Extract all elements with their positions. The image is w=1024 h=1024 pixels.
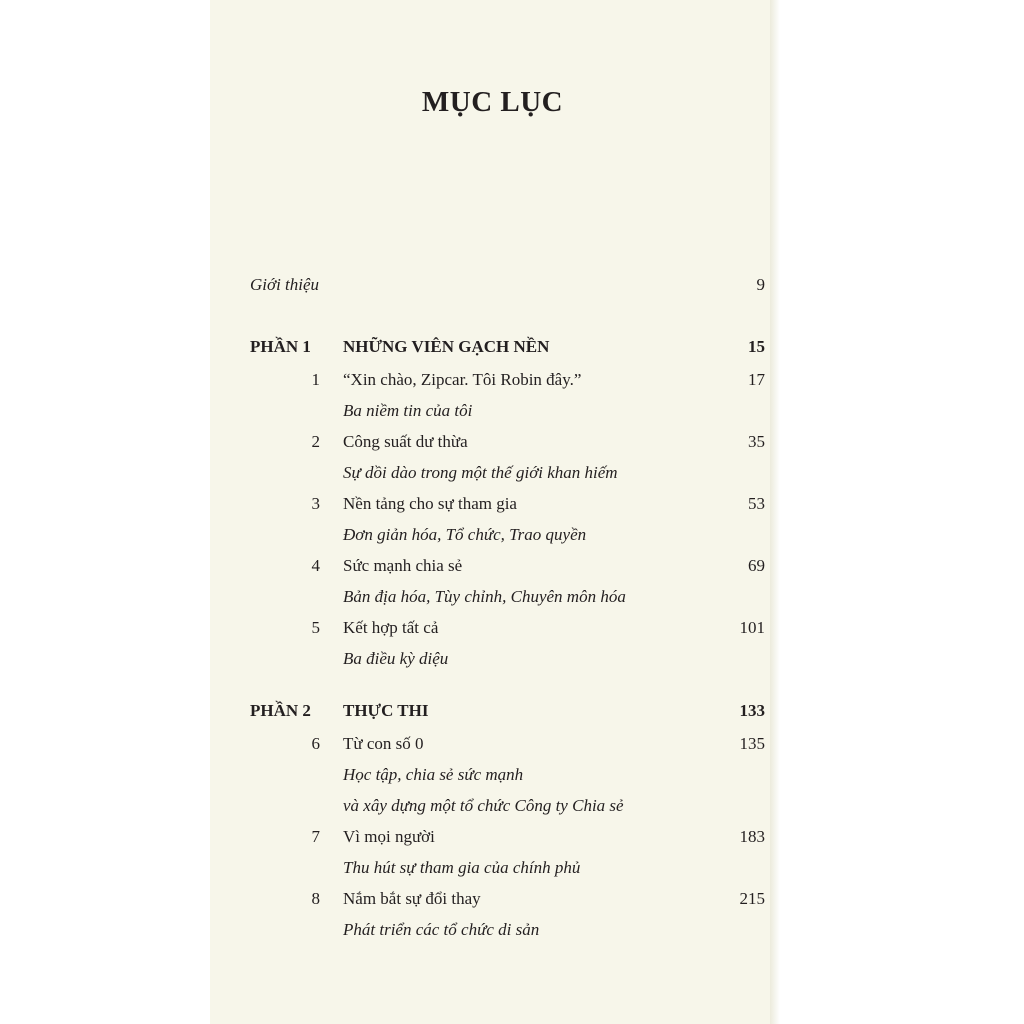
chapter-4-subtitle: Bản địa hóa, Tùy chỉnh, Chuyên môn hóa bbox=[343, 587, 626, 606]
chapter-1-number: 1 bbox=[311, 370, 320, 389]
chapter-6-subtitle-line-1: Học tập, chia sẻ sức mạnh bbox=[343, 765, 524, 784]
chapter-8-title: Nắm bắt sự đổi thay bbox=[343, 889, 481, 908]
chapter-7-title: Vì mọi người bbox=[343, 827, 435, 846]
chapter-4-title: Sức mạnh chia sẻ bbox=[343, 556, 463, 575]
chapter-3-number: 3 bbox=[311, 494, 320, 513]
chapter-7-subtitle: Thu hút sự tham gia của chính phủ bbox=[343, 858, 581, 877]
chapter-5-subtitle: Ba điều kỳ diệu bbox=[343, 649, 449, 668]
chapter-8-page: 215 bbox=[739, 889, 765, 908]
intro-page: 9 bbox=[756, 275, 765, 294]
chapter-2-page: 35 bbox=[748, 432, 765, 451]
chapter-1-page: 17 bbox=[748, 370, 765, 389]
chapter-3-title: Nền tảng cho sự tham gia bbox=[343, 494, 517, 513]
chapter-2-title: Công suất dư thừa bbox=[343, 432, 468, 451]
chapter-6-number: 6 bbox=[311, 734, 320, 753]
page-title: MỤC LỤC bbox=[421, 86, 564, 118]
intro-label: Giới thiệu bbox=[250, 275, 320, 294]
chapter-3-page: 53 bbox=[748, 494, 765, 513]
chapter-5-number: 5 bbox=[311, 618, 320, 637]
part-1-page: 15 bbox=[748, 337, 765, 356]
chapter-5-page: 101 bbox=[739, 618, 765, 637]
chapter-6-subtitle-line-2: và xây dựng một tổ chức Công ty Chia sẻ bbox=[343, 796, 624, 815]
part-2-page: 133 bbox=[739, 701, 765, 720]
chapter-3-subtitle: Đơn giản hóa, Tổ chức, Trao quyền bbox=[343, 525, 587, 544]
chapter-8-number: 8 bbox=[311, 889, 320, 908]
chapter-4-page: 69 bbox=[748, 556, 765, 575]
part-1-label: PHẦN 1 bbox=[250, 337, 311, 356]
chapter-1-subtitle: Ba niềm tin của tôi bbox=[343, 401, 473, 420]
part-2-title: THỰC THI bbox=[343, 701, 429, 720]
chapter-7-number: 7 bbox=[311, 827, 320, 846]
part-2-label: PHẦN 2 bbox=[250, 701, 311, 720]
chapter-4-number: 4 bbox=[311, 556, 320, 575]
chapter-7-page: 183 bbox=[739, 827, 765, 846]
chapter-8-subtitle: Phát triển các tổ chức di sản bbox=[343, 920, 540, 939]
part-1-title: NHỮNG VIÊN GẠCH NỀN bbox=[343, 337, 550, 356]
chapter-6-title: Từ con số 0 bbox=[343, 734, 424, 753]
chapter-2-number: 2 bbox=[311, 432, 320, 451]
book-page bbox=[210, 0, 775, 1024]
chapter-5-title: Kết hợp tất cả bbox=[343, 618, 439, 637]
chapter-2-subtitle: Sự dồi dào trong một thế giới khan hiếm bbox=[343, 463, 618, 482]
chapter-6-page: 135 bbox=[739, 734, 765, 753]
page-edge-shadow bbox=[770, 0, 780, 1024]
chapter-1-title: “Xin chào, Zipcar. Tôi Robin đây.” bbox=[343, 370, 582, 389]
